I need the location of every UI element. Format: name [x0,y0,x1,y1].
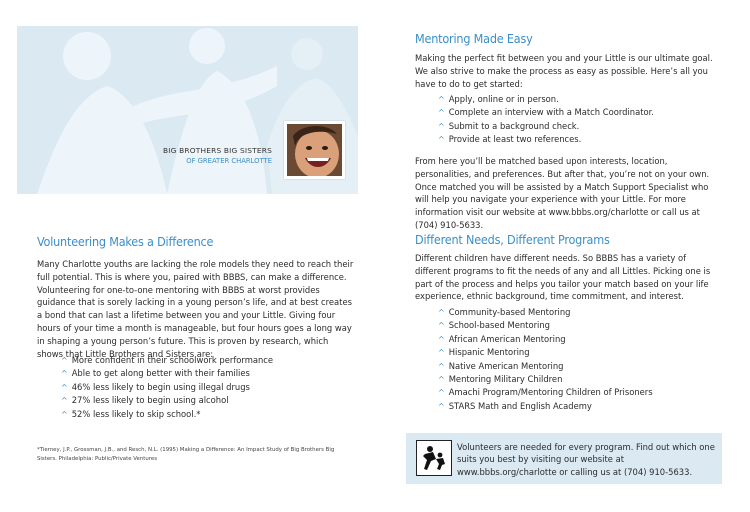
caret-icon: ^ [438,108,445,118]
list-item: ^ Submit to a background check. [438,120,580,131]
caret-icon: ^ [61,409,68,419]
volunteering-heading: Volunteering Makes a Difference [37,234,214,249]
caret-icon: ^ [438,321,445,331]
list-item: ^ Native American Mentoring [438,360,564,371]
caret-icon: ^ [61,382,68,392]
mentoring-paragraph: Making the perfect fit between you and your Little is our ultimate goal. We also strive to make the process as easy as possible. Here’s all you have to do to get started: [415,53,713,89]
needs-heading: Different Needs, Different Programs [415,232,610,247]
caret-icon: ^ [438,308,445,317]
org-subtitle: OF GREATER CHARLOTTE [186,157,272,165]
org-name: BIG BROTHERS BIG SISTERS [163,146,272,155]
caret-icon: ^ [438,348,445,358]
caret-icon: ^ [438,121,445,131]
list-item: ^ Mentoring Military Children [438,374,563,385]
volunteer-callout [406,433,722,484]
caret-icon: ^ [438,388,445,398]
volunteering-list [61,354,273,421]
list-item: ^ African American Mentoring [438,333,566,344]
caret-icon: ^ [61,369,68,379]
callout-text: Volunteers are needed for every program. Find out which one suits you best by visiting our website at www.bbbs.org/charlotte or calling us at (704) 910-5633. [457,442,715,477]
caret-icon: ^ [61,396,68,406]
list-item: ^ Amachi Program/Mentoring Children of Prisoners [438,387,653,398]
mentoring-heading: Mentoring Made Easy [415,31,533,46]
mentoring-steps-list [438,93,654,147]
programs-list [438,306,653,413]
list-item: ^ Hispanic Mentoring [438,347,530,358]
list-item: ^ More confident in their schoolwork performance [61,355,274,365]
caret-icon: ^ [438,401,445,411]
list-item: ^ Complete an interview with a Match Coordinator. [438,107,654,118]
child-photo [284,121,345,179]
needs-paragraph: Different children have different needs. So BBBS has a variety of different programs to fit the needs of any and all Littles. Picking one is part of the process and helps you tailor your match based on your life experience, ethnic background, time commitment, and interest. [415,253,711,302]
caret-icon: ^ [438,334,445,344]
list-item: ^ 27% less likely to begin using alcohol [61,395,229,406]
caret-icon: ^ [438,135,445,145]
caret-icon: ^ [61,356,68,365]
volunteering-paragraph: Many Charlotte youths are lacking the role models they need to reach their full potential. This is where you, paired with BBBS, can make a difference. Volunteering for one-to-one mentoring with BBBS at worst provides guidance that is sorely lacking in a young person’s life, and at best creates a bond that can last a lifetime between you and your Little. Giving four hours of your time a month is manageable, but four hours goes a long way in shaping a young person’s future. This is proven by research, which shows that Little Brothers and Sisters are: [37,259,354,359]
list-item: ^ Apply, online or in person. [438,94,559,104]
list-item: ^ 52% less likely to skip school.* [61,408,201,419]
footnote: *Tierney, J.P., Grossman, J.B., and Resch, N.L. (1995) Making a Difference: An Impact Study of Big Brothers Big Sisters. Philadelphia: Public/Private Ventures [37,447,335,462]
mentoring-paragraph-2: From here you’ll be matched based upon interests, location, personalities, and preferences. But after that, you’re not on your own. Once matched you will be assisted by a Match Support Specialist who will help you navigate your experience with your Little. For more information visit our website at www.bbbs.org/charlotte or call us at (704) 910-5633. [415,156,710,230]
bbbs-logo-icon [416,440,452,476]
list-item: ^ Able to get along better with their families [61,368,250,379]
list-item: ^ 46% less likely to begin using illegal drugs [61,381,250,392]
caret-icon: ^ [438,361,445,371]
list-item: ^ STARS Math and English Academy [438,400,592,411]
list-item: ^ Community-based Mentoring [438,307,571,317]
list-item: ^ Provide at least two references. [438,134,582,145]
caret-icon: ^ [438,375,445,385]
caret-icon: ^ [438,95,445,104]
org-title [163,146,272,165]
list-item: ^ School-based Mentoring [438,320,550,331]
